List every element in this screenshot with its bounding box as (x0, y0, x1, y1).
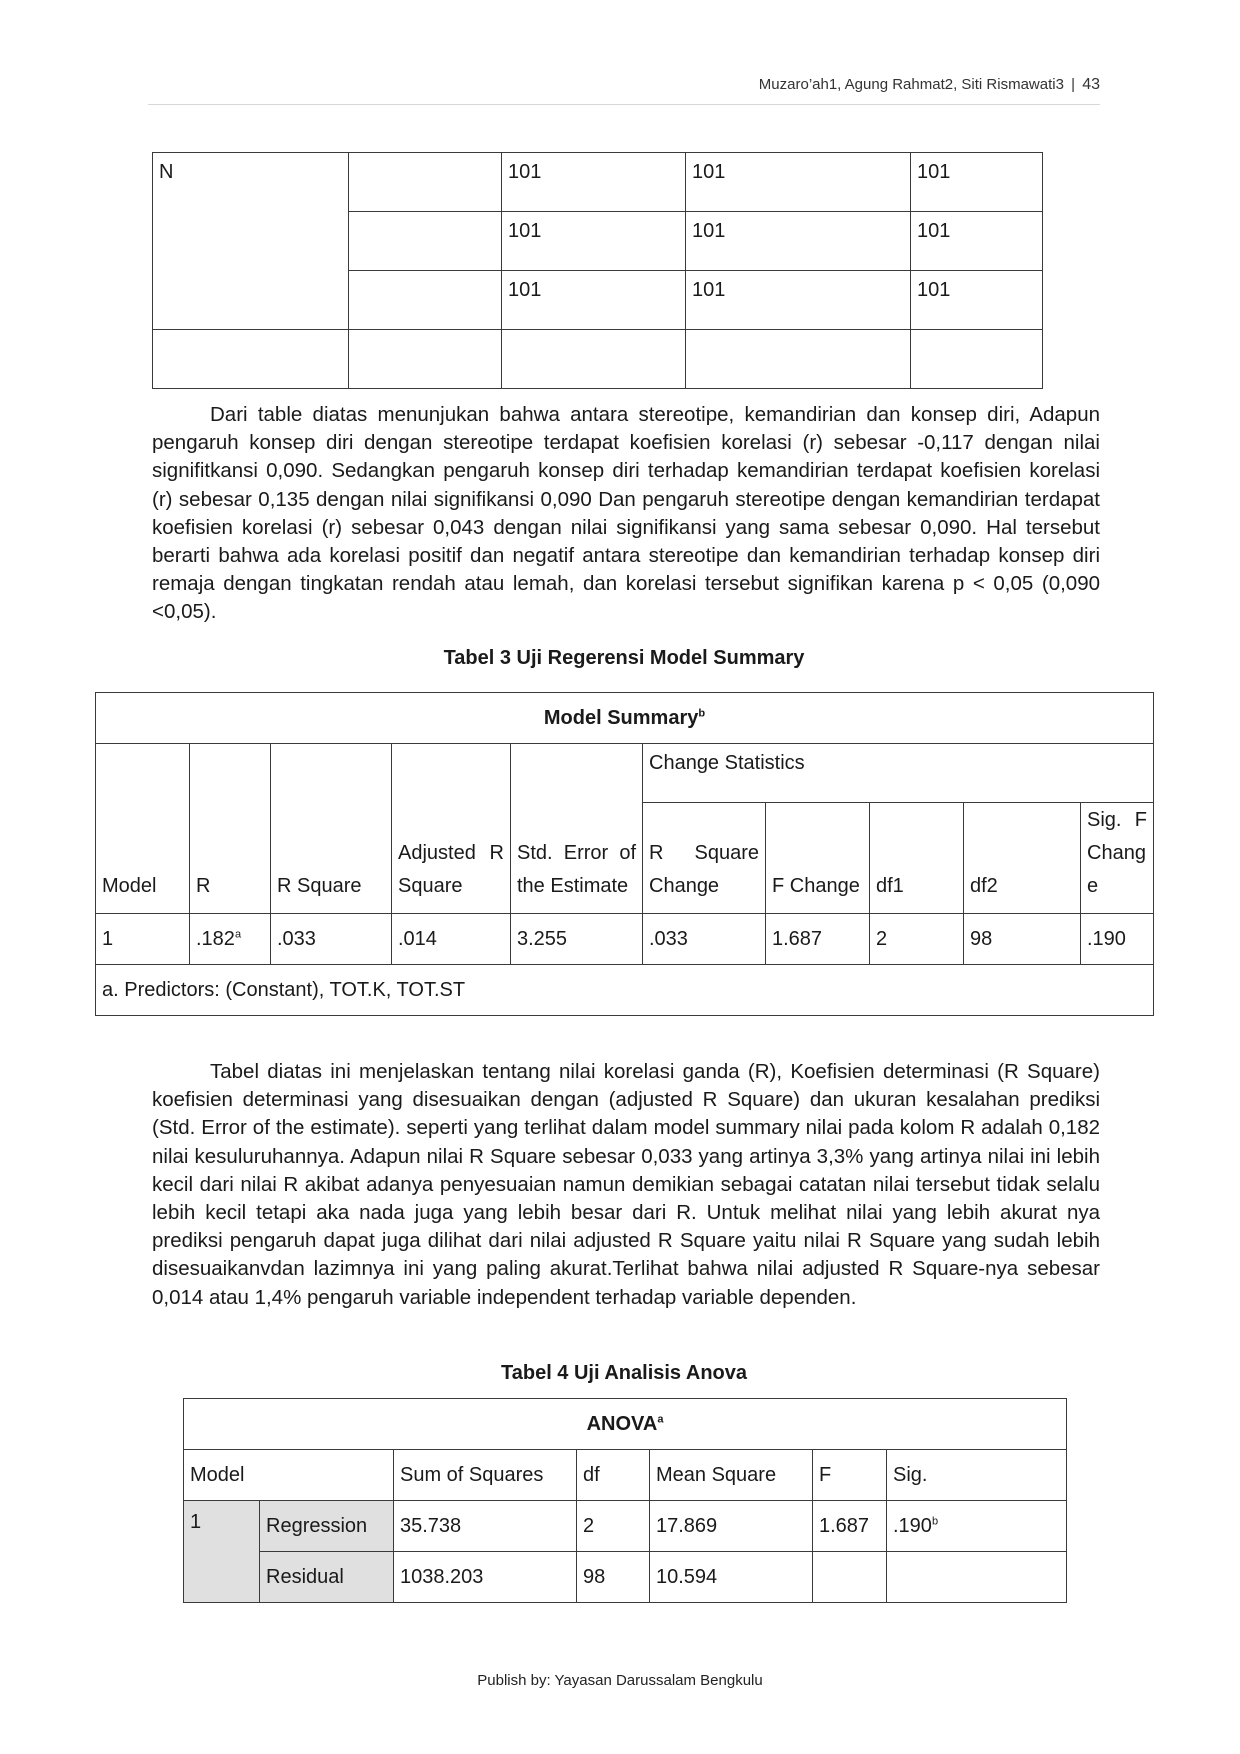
table-cell: 101 (502, 153, 686, 212)
anova-residual-ss: 1038.203 (394, 1552, 577, 1603)
anova-table (183, 1398, 1067, 1603)
anova-residual-df: 98 (577, 1552, 650, 1603)
header-r-square: R Square (271, 744, 392, 914)
table-row (96, 744, 1154, 803)
body-paragraph-1 (152, 401, 1100, 627)
running-header (148, 76, 1100, 105)
anova-model-number: 1 (184, 1501, 260, 1603)
table4-caption: Tabel 4 Uji Analisis Anova (501, 1362, 747, 1384)
header-sig-f-change: Sig. F Change (1081, 803, 1154, 914)
cell-f-change: 1.687 (766, 914, 870, 965)
anova-regression-label: Regression (260, 1501, 394, 1552)
body-paragraph-2 (152, 1058, 1100, 1312)
table-row (96, 965, 1154, 1016)
table-row (96, 693, 1154, 744)
n-table (152, 152, 1043, 389)
table3-caption: Tabel 3 Uji Regerensi Model Summary (443, 647, 805, 669)
cell-df2: 98 (964, 914, 1081, 965)
page-number: 43 (1082, 76, 1100, 93)
cell-std-error: 3.255 (511, 914, 643, 965)
table-cell: 101 (502, 212, 686, 271)
empty-cell (349, 212, 502, 271)
anova-header-model: Model (184, 1450, 394, 1501)
anova-regression-df: 2 (577, 1501, 650, 1552)
empty-cell (502, 330, 686, 389)
cell-r-square-change: .033 (643, 914, 766, 965)
cell-model: 1 (96, 914, 190, 965)
cell-sig-f-change: .190 (1081, 914, 1154, 965)
table-cell: 101 (911, 212, 1043, 271)
header-df2: df2 (964, 803, 1081, 914)
model-summary-title: Model Summary$^b$ (96, 693, 1154, 744)
page-footer: Publish by: Yayasan Darussalam Bengkulu (477, 1672, 763, 1689)
anova-title: ANOVA$^a$ (184, 1399, 1067, 1450)
table-row (153, 153, 1043, 212)
cell-r: .182$^a$ (190, 914, 271, 965)
header-separator: | (1071, 76, 1076, 93)
empty-cell (686, 330, 911, 389)
header-f-change: F Change (766, 803, 870, 914)
header-std-error: Std. Error of the Estimate (511, 744, 643, 914)
anova-regression-sig: .190$^b$ (887, 1501, 1067, 1552)
table-row (184, 1501, 1067, 1552)
empty-cell (153, 330, 349, 389)
cell-df1: 2 (870, 914, 964, 965)
model-summary-footnote: a. Predictors: (Constant), TOT.K, TOT.ST (96, 965, 1154, 1016)
table-cell: 101 (686, 212, 911, 271)
empty-cell (887, 1552, 1067, 1603)
table-cell: 101 (911, 153, 1043, 212)
anova-header-sig: Sig. (887, 1450, 1067, 1501)
empty-cell (911, 330, 1043, 389)
header-authors: Muzaro’ah1, Agung Rahmat2, Siti Rismawati3 (758, 76, 1064, 93)
table-row (184, 1399, 1067, 1450)
header-model: Model (96, 744, 190, 914)
empty-cell (349, 153, 502, 212)
anova-regression-ms: 17.869 (650, 1501, 813, 1552)
anova-residual-ms: 10.594 (650, 1552, 813, 1603)
cell-r-square: .033 (271, 914, 392, 965)
paragraph-text: Tabel diatas ini menjelaskan tentang nilai korelasi ganda (R), Koefisien determinasi (R Square) koefisien determinasi yang disesuaikan dengan (adjusted R Square) dan ukuran kesalahan prediksi (Std. Error of the estimate). seperti yang terlihat dalam model summary nilai pada kolom R adalah 0,182 nilai kesuluruhannya. Adapun nilai R Square sebesar 0,033 yang artinya 3,3% yang artinya nilai ini lebih kecil dari nilai R akibat adanya penyesuaian namun demikian sebagai catatan nilai tersebut tidak selalu lebih kecil tetapi aka nada juga yang lebih besar dari R. Untuk melihat nilai yang lebih akurat nya prediksi pengaruh dapat juga dilihat dari nilai adjusted R Square yaitu nilai R Square yang sudah lebih disesuaikanvdan lazimnya ini yang paling akurat.Terlihat bahwa nilai adjusted R Square-nya sebesar 0,014 atau 1,4% pengaruh variable independent terhadap variable dependen. (152, 1060, 1100, 1309)
anova-header-f: F (813, 1450, 887, 1501)
anova-regression-f: 1.687 (813, 1501, 887, 1552)
anova-header-df: df (577, 1450, 650, 1501)
cell-adjusted-r-square: .014 (392, 914, 511, 965)
anova-header-sum-of-squares: Sum of Squares (394, 1450, 577, 1501)
header-df1: df1 (870, 803, 964, 914)
header-adjusted-r-square: Adjusted R Square (392, 744, 511, 914)
table-cell: 101 (911, 271, 1043, 330)
n-label-cell: N (153, 153, 349, 330)
table-cell: 101 (502, 271, 686, 330)
paragraph-text: Dari table diatas menunjukan bahwa antara stereotipe, kemandirian dan konsep diri, Adapun pengaruh konsep diri dengan stereotipe terdapat koefisien korelasi (r) sebesar -0,117 dengan nilai signifitkansi 0,090. Sedangkan pengaruh konsep diri terhadap kemandirian terdapat koefisien korelasi (r) sebesar 0,135 dengan nilai signifikansi 0,090 Dan pengaruh stereotipe dengan kemandirian terdapat koefisien korelasi (r) sebesar 0,043 dengan nilai signifikansi yang sama sebesar 0,090. Hal tersebut berarti bahwa ada korelasi positif dan negatif antara stereotipe dan kemandirian terhadap konsep diri remaja dengan tingkatan rendah atau lemah, dan korelasi tersebut signifikan karena p < 0,05 (0,090 <0,05). (152, 403, 1100, 624)
table-row (184, 1450, 1067, 1501)
anova-header-mean-square: Mean Square (650, 1450, 813, 1501)
header-r-square-change: R Square Change (643, 803, 766, 914)
table-row (153, 330, 1043, 389)
anova-regression-ss: 35.738 (394, 1501, 577, 1552)
header-r: R (190, 744, 271, 914)
model-summary-table (95, 692, 1154, 1016)
empty-cell (349, 271, 502, 330)
empty-cell (813, 1552, 887, 1603)
table-cell: 101 (686, 271, 911, 330)
anova-residual-label: Residual (260, 1552, 394, 1603)
table-row (96, 914, 1154, 965)
table-row (184, 1552, 1067, 1603)
empty-cell (349, 330, 502, 389)
change-statistics-header: Change Statistics (643, 744, 1154, 803)
table-cell: 101 (686, 153, 911, 212)
